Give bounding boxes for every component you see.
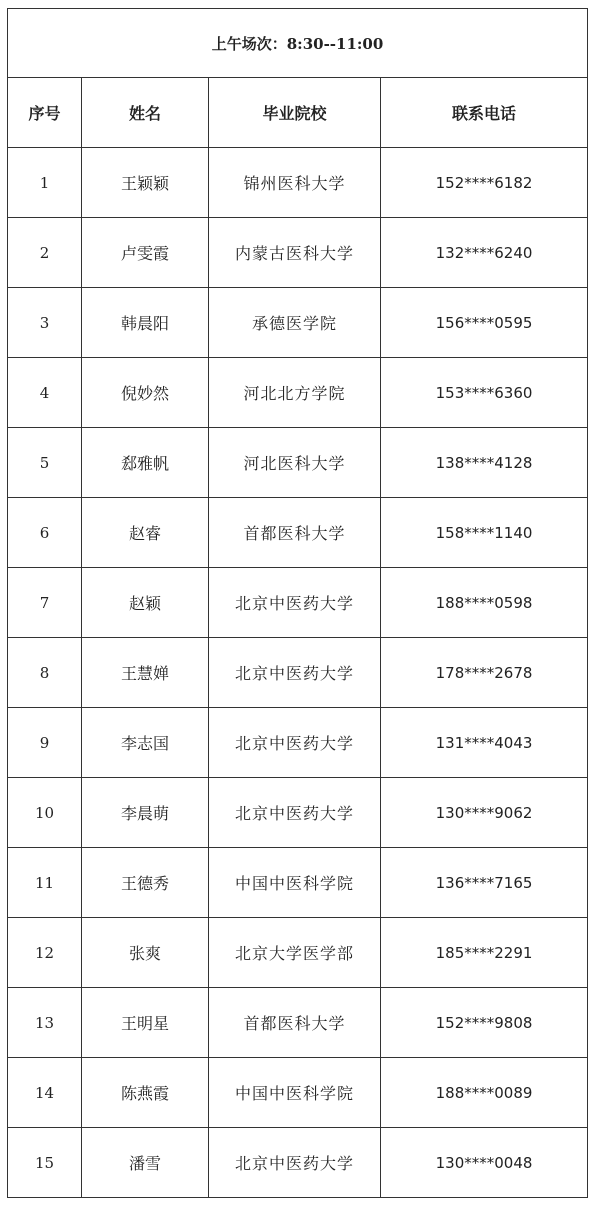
cell-name: 潘雪 xyxy=(82,1128,209,1198)
cell-school: 中国中医科学院 xyxy=(209,848,381,918)
cell-name: 倪妙然 xyxy=(82,358,209,428)
cell-phone: 131****4043 xyxy=(381,708,588,778)
cell-phone: 185****2291 xyxy=(381,918,588,988)
cell-no: 13 xyxy=(8,988,82,1058)
cell-school: 中国中医科学院 xyxy=(209,1058,381,1128)
cell-no: 4 xyxy=(8,358,82,428)
table-row xyxy=(8,1128,588,1198)
cell-no: 6 xyxy=(8,498,82,568)
cell-school: 北京中医药大学 xyxy=(209,1128,381,1198)
cell-no: 9 xyxy=(8,708,82,778)
cell-phone: 130****0048 xyxy=(381,1128,588,1198)
cell-name: 张爽 xyxy=(82,918,209,988)
cell-phone: 188****0089 xyxy=(381,1058,588,1128)
cell-phone: 153****6360 xyxy=(381,358,588,428)
cell-school: 北京中医药大学 xyxy=(209,708,381,778)
header-name: 姓名 xyxy=(82,78,209,148)
table-row xyxy=(8,218,588,288)
table-row xyxy=(8,568,588,638)
cell-name: 王德秀 xyxy=(82,848,209,918)
table-row xyxy=(8,288,588,358)
table-body xyxy=(8,148,588,1198)
cell-no: 14 xyxy=(8,1058,82,1128)
cell-phone: 152****9808 xyxy=(381,988,588,1058)
cell-school: 河北医科大学 xyxy=(209,428,381,498)
cell-phone: 132****6240 xyxy=(381,218,588,288)
table-row xyxy=(8,988,588,1058)
schedule-table xyxy=(7,8,588,1198)
cell-no: 1 xyxy=(8,148,82,218)
cell-school: 首都医科大学 xyxy=(209,988,381,1058)
cell-name: 李志国 xyxy=(82,708,209,778)
cell-name: 郄雅帆 xyxy=(82,428,209,498)
cell-school: 河北北方学院 xyxy=(209,358,381,428)
cell-school: 内蒙古医科大学 xyxy=(209,218,381,288)
cell-name: 陈燕霞 xyxy=(82,1058,209,1128)
cell-phone: 158****1140 xyxy=(381,498,588,568)
table-row xyxy=(8,428,588,498)
table-row xyxy=(8,1058,588,1128)
session-title: 上午场次：8:30--11:00 xyxy=(8,9,588,78)
cell-phone: 156****0595 xyxy=(381,288,588,358)
cell-phone: 136****7165 xyxy=(381,848,588,918)
cell-school: 北京中医药大学 xyxy=(209,778,381,848)
cell-no: 12 xyxy=(8,918,82,988)
cell-name: 赵睿 xyxy=(82,498,209,568)
cell-phone: 138****4128 xyxy=(381,428,588,498)
cell-phone: 178****2678 xyxy=(381,638,588,708)
cell-name: 韩晨阳 xyxy=(82,288,209,358)
cell-no: 2 xyxy=(8,218,82,288)
cell-no: 3 xyxy=(8,288,82,358)
table-row xyxy=(8,848,588,918)
cell-school: 锦州医科大学 xyxy=(209,148,381,218)
cell-name: 李晨萌 xyxy=(82,778,209,848)
header-no: 序号 xyxy=(8,78,82,148)
cell-phone: 152****6182 xyxy=(381,148,588,218)
cell-name: 王颖颖 xyxy=(82,148,209,218)
cell-no: 10 xyxy=(8,778,82,848)
cell-phone: 130****9062 xyxy=(381,778,588,848)
cell-school: 北京中医药大学 xyxy=(209,568,381,638)
table-row xyxy=(8,778,588,848)
cell-no: 15 xyxy=(8,1128,82,1198)
cell-school: 承德医学院 xyxy=(209,288,381,358)
header-phone: 联系电话 xyxy=(381,78,588,148)
cell-school: 北京中医药大学 xyxy=(209,638,381,708)
cell-school: 北京大学医学部 xyxy=(209,918,381,988)
cell-no: 11 xyxy=(8,848,82,918)
cell-phone: 188****0598 xyxy=(381,568,588,638)
table-row xyxy=(8,148,588,218)
header-row xyxy=(8,78,588,148)
cell-school: 首都医科大学 xyxy=(209,498,381,568)
cell-no: 8 xyxy=(8,638,82,708)
header-school: 毕业院校 xyxy=(209,78,381,148)
cell-name: 赵颖 xyxy=(82,568,209,638)
table-row xyxy=(8,708,588,778)
table-row xyxy=(8,918,588,988)
table-row xyxy=(8,358,588,428)
cell-no: 7 xyxy=(8,568,82,638)
cell-name: 卢雯霞 xyxy=(82,218,209,288)
cell-name: 王慧婵 xyxy=(82,638,209,708)
table-row xyxy=(8,498,588,568)
title-row xyxy=(8,9,588,78)
table-row xyxy=(8,638,588,708)
cell-name: 王明星 xyxy=(82,988,209,1058)
cell-no: 5 xyxy=(8,428,82,498)
